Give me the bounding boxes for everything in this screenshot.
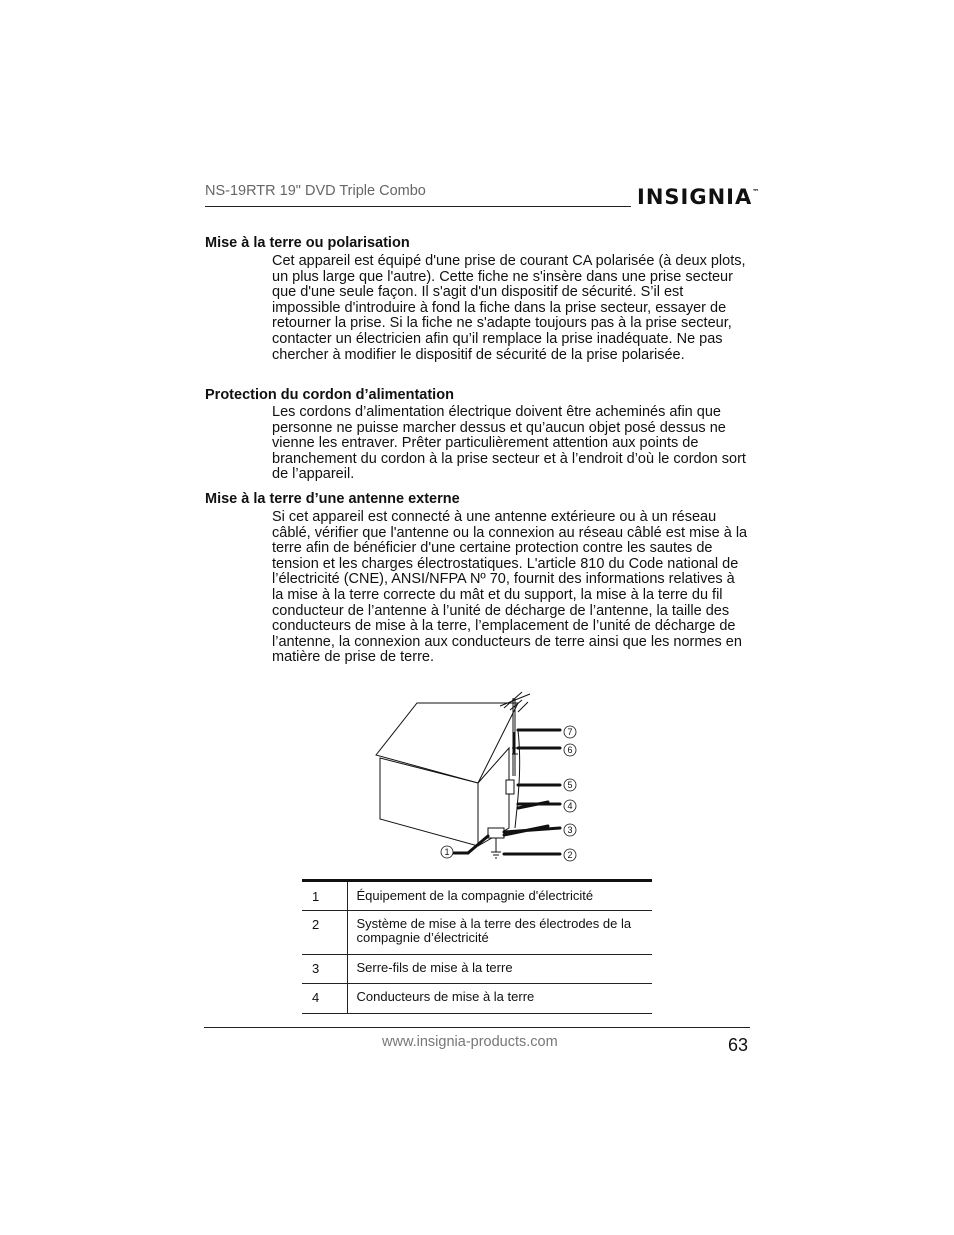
callout-2: 2 (567, 850, 573, 860)
legend-description: Conducteurs de mise à la terre (347, 984, 652, 1014)
legend-description: Équipement de la compagnie d'électricité (347, 881, 652, 911)
table-row (302, 881, 652, 911)
antenna-grounding-diagram (372, 688, 584, 866)
callout-1: 1 (444, 847, 450, 857)
callout-5: 5 (567, 780, 573, 790)
discharge-unit (506, 780, 514, 794)
ground-symbol (491, 838, 501, 858)
legend-description: Serre-fils de mise à la terre (347, 955, 652, 984)
section-body-cordon: Les cordons d’alimentation électrique doivent être acheminés afin que personne ne puisse marcher dessus et qu’aucun objet posé dessus ne vienne les entraver. Prêter particulièrement attention aux points de branchement du cordon à la prise secteur et à l’endroit d’où le cordon sort de l’appareil. (272, 404, 746, 483)
brand-logo (637, 185, 759, 209)
legend-table (302, 879, 652, 1014)
legend-number: 3 (302, 955, 347, 984)
header-title: NS-19RTR 19" DVD Triple Combo (205, 183, 426, 199)
footer-url[interactable]: www.insignia-products.com (382, 1034, 558, 1050)
table-row (302, 955, 652, 984)
section-heading-cordon: Protection du cordon d’alimentation (205, 387, 454, 403)
callout-3: 3 (567, 825, 573, 835)
trademark-mark: ™ (752, 188, 760, 196)
callout-7: 7 (567, 727, 573, 737)
callout-6: 6 (567, 745, 573, 755)
table-row (302, 911, 652, 955)
footer-rule (204, 1027, 750, 1028)
legend-number: 4 (302, 984, 347, 1014)
header-rule (205, 206, 631, 207)
callout-4: 4 (567, 801, 573, 811)
legend-number: 1 (302, 881, 347, 911)
legend-number: 2 (302, 911, 347, 955)
section-heading-antenne: Mise à la terre d’une antenne externe (205, 491, 460, 507)
page-number: 63 (728, 1035, 749, 1055)
ground-clamp (488, 828, 504, 838)
antenna-downlead (515, 730, 520, 828)
section-heading-polarisation: Mise à la terre ou polarisation (205, 235, 410, 251)
brand-logo-text: INSIGNIA (637, 185, 753, 209)
legend-description: Système de mise à la terre des électrodes de la compagnie d’électricité (347, 911, 652, 955)
section-body-antenne: Si cet appareil est connecté à une antenne extérieure ou à un réseau câblé, vérifier que l'antenne ou la connexion au réseau câblé est mise à la terre afin de bénéficier d'une certaine protection contre les sautes de tension et les charges électrostatiques. L'article 810 du Code national de l’électricité (CNE), ANSI/NFPA Nº 70, fournit des informations relatives à la mise à la terre correcte du mât et du support, la mise à la terre du fil conducteur de l’antenne à l’unité de décharge de l’antenne, la taille des conducteurs de mise à la terre, l’emplacement de l’unité de décharge de l’antenne, la connexion aux conducteurs de terre ainsi que les normes en matière de prise de terre. (272, 509, 748, 666)
section-body-polarisation: Cet appareil est équipé d'une prise de courant CA polarisée (à deux plots, un plus large que l'autre). Cette fiche ne s'insère dans une prise secteur que d'une seule façon. Il s'agit d'un dispositif de sécurité. S’il est impossible d'introduire à fond la fiche dans la prise secteur, essayer de retourner la prise. Si la fiche ne s'adapte toujours pas à la prise secteur, contacter un électricien afin qu’il remplace la prise inadéquate. Ne pas chercher à modifier le dispositif de sécurité de la prise polarisée. (272, 253, 746, 363)
table-row (302, 984, 652, 1014)
